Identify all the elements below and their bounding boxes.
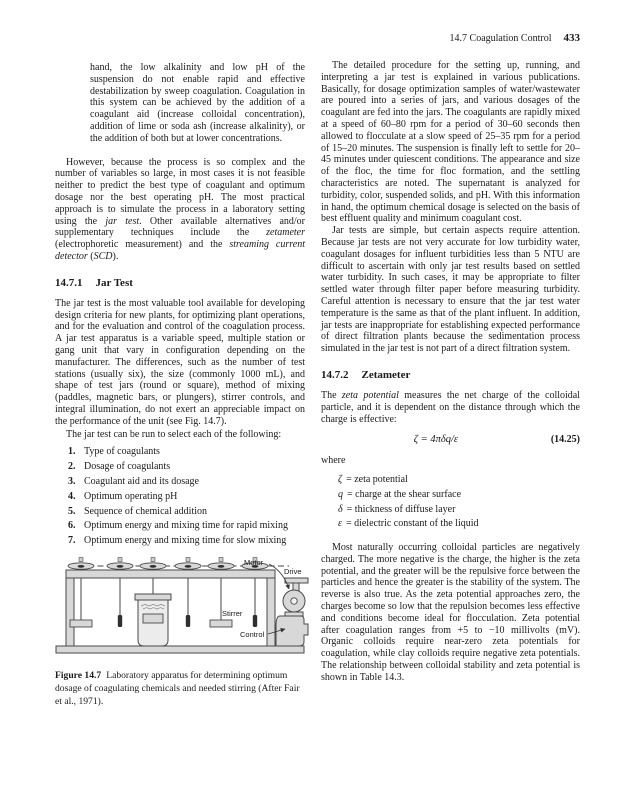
definition-row: ζ = zeta potential [338,473,408,485]
where-label: where [321,455,346,467]
section-number: 14.7.1 [55,276,83,289]
page-number: 433 [563,32,580,44]
section-heading-jar-test [55,277,305,290]
running-head-section: 14.7 Coagulation Control [449,33,552,44]
jar-test-selection-list [55,446,305,547]
list-item: 7. Optimum energy and mixing time for slow mixing [68,535,287,547]
section-title: Jar Test [95,276,133,289]
section-number: 14.7.2 [321,368,349,381]
test-jar-beaker [135,594,171,646]
definition-row: q = charge at the shear surface [338,488,462,500]
control-label: Control [240,629,265,639]
paragraph-however: However, because the process is so complex and the number of variables so large, in most cases it is not feasible neither to predict the best type of coagulant and optimum dosage nor the best operating pH. The most practical approach is to simulate the process in a laboratory setting using the jar test. Other available alternatives and/or supplementary techniques include the zetameter (electrophoretic measurement) and the streaming current detector (SCD). [55,156,306,262]
paragraph-list-lead: The jar test can be run to select each of the following: [66,428,282,440]
paragraph-jar-test: The jar test is the most valuable tool available for developing design criteria for new plants, for optimizing plant operations, and for the evaluation and control of the coagulation process. A jar test apparatus is a variable speed, multiple station or gang unit that vary in configuration depending on the manufacturer. The differences, such as the number of test stations (usually six), the size (commonly 1000 mL), and shape of test jars (round or square), method of mixing (paddles, magnetic bars, or plungers), stirrer controls, and integral illumination, do not exert an appreciable impact on the performance of the unit (see Fig. 14.7). [55,297,305,427]
jar-test-apparatus-illustration [43,556,309,660]
left-column [55,60,305,708]
figure-caption-label: Figure 14.7 [55,669,102,681]
list-item: 6. Optimum energy and mixing time for rapid mixing [68,520,288,532]
paragraph-most-naturally: Most naturally occurring colloidal particles are negatively charged. The more negative is the charge, the higher is the zeta potential, and the greater will be the repulsive force between the particles and hence the greater is the stability of the system. The reverse is also true. As the zeta potential approaches zero, the charges become so low that the repulsion becomes less effective and conditions become ideal for flocculation. Zeta potential after coagulation ranges from +5 to −10 millivolts (mV). Organic colloids require near-zero zeta potentials for coagulation, while clay colloids require negative zeta potentials. The relationship between colloidal stability and zeta potential is shown in Table 14.3. [321,542,580,683]
paragraph-zeta-intro: The zeta potential measures the net charge of the colloidal particle, and it is dependent on the distance through which the charge is effective: [321,389,580,425]
equation-number: (14.25) [550,434,580,446]
equation-14-25 [321,434,580,446]
list-item: 3. Coagulant aid and its dosage [68,475,199,487]
spindle-pulleys [68,557,268,569]
definition-row: ε = dielectric constant of the liquid [338,518,479,530]
list-item: 4. Optimum operating pH [68,490,178,502]
figure-14-7 [43,556,305,708]
definition-row: δ = thickness of diffuse layer [338,503,456,515]
list-item: 5. Sequence of chemical addition [68,505,208,517]
list-item: 2. Dosage of coagulants [68,461,171,473]
figure-caption [55,669,305,708]
drive-label: Drive [284,566,302,576]
paragraph-suspension-continuation: hand, the low alkalinity and low pH of the suspension do not enable rapid and effective destabilization by sweep coagulation. Coagulation in this system can be achieved by the addition of a coagulant aid (increase colloidal concentration), addition of lime or soda ash (increase alkalinity), or the addition of both but at lower concentrations. [90,62,305,144]
running-head [320,32,580,44]
stirrer-label: Stirrer [222,608,243,618]
paragraph-jar-tests-simple: Jar tests are simple, but certain aspects require attention. Because jar tests are not very accurate for low turbidity water, coagulant dosages for influent turbidities less than 5 NTU are difficult to ascertain with only jar test results based on settled water turbidity. In such cases, it may be appropriate to filter settled water through filter paper before measuring turbidity. Careful attention is necessary to ensure that the jar test water temperature is the same as that of the plant influent. In addition, jar tests are inappropriate for establishing expected performance of direct filtration plants because the sedimentation process simulated in the jar test is not part of a direct filtration system. [321,225,580,355]
section-heading-zetameter [321,369,580,382]
paragraph-detailed-procedure: The detailed procedure for the setting up, running, and interpreting a jar test is explained in various publications. Basically, for dosage optimization samples of water/wastewater are poured into a series of jars, and various dosages of the coagulant are fed into the jars. The coagulants are rapidly mixed at a speed of 60–80 rpm for a period of 30–60 seconds then allowed to flocculate at a slow speed of 25–35 rpm for a period of 15–20 minutes. The suspension is finally left to settle for 20–45 minutes under quiescent conditions. The appearance and size of the floc, the time for floc formation, and the settling characteristics are noted. The supernatant is analyzed for turbidity, color, suspended solids, and pH. With this information in hand, the optimum chemical dosage is selected on the basis of best effluent quality and minimum coagulant cost. [321,60,580,225]
motor-label: Motor [244,557,264,567]
list-item: 1. Type of coagulants [68,446,160,458]
equation-expression: ζ = 4πδq/ε [413,434,459,446]
control-housing [276,616,308,646]
figure-caption-text: Laboratory apparatus for determining optimum dosage of coagulating chemicals and needed stirring (After Fair et al., 1971). [55,669,300,707]
apparatus-base [56,646,304,653]
motor-drive-assembly [276,578,308,646]
section-title: Zetameter [361,368,411,381]
symbol-definitions [338,474,580,530]
right-column [321,60,580,684]
